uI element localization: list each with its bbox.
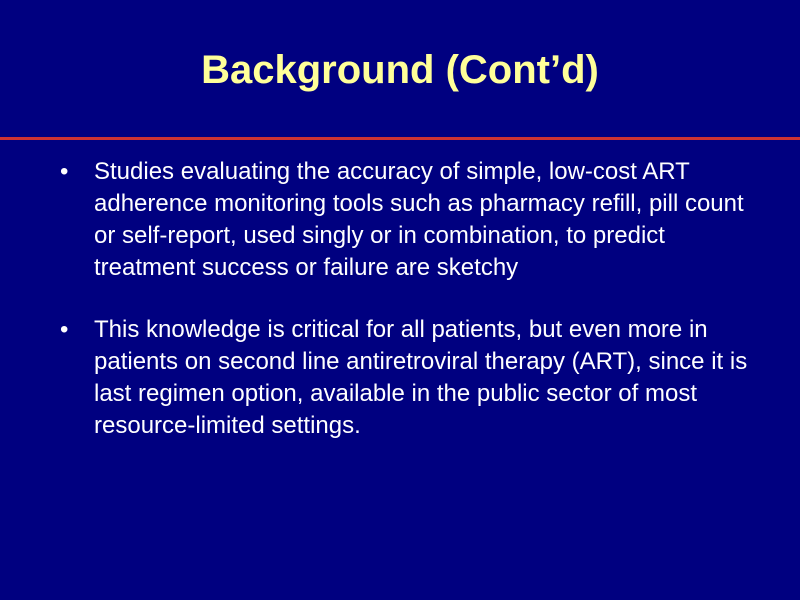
bullet-icon: • [60, 158, 69, 185]
slide-title: Background (Cont’d) [201, 48, 599, 92]
title-divider [0, 137, 800, 140]
bullet-text: Studies evaluating the accuracy of simple, low-cost ART adherence monitoring tools such as pharmacy refill, pill count or self-report, used singly or in combination, to predict treatment success or failure are sketchy [94, 158, 744, 281]
bullet-icon: • [60, 316, 69, 343]
bullet-list [60, 156, 760, 442]
bullet-item [60, 156, 760, 284]
bullet-item [60, 314, 760, 442]
bullet-text: This knowledge is critical for all patients, but even more in patients on second line antiretroviral therapy (ART), since it is last regimen option, available in the public sector of most resource-limited settings. [94, 316, 748, 439]
